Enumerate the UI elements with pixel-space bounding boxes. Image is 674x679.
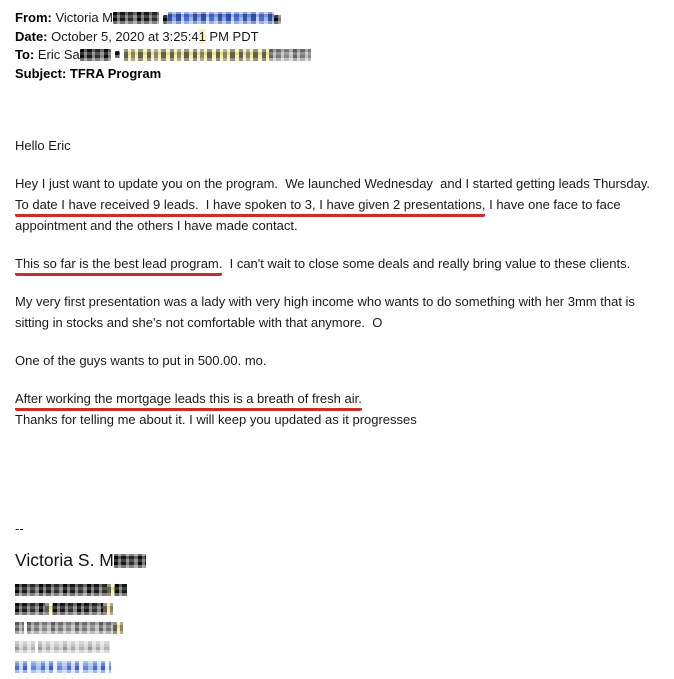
paragraph-thanks bbox=[15, 409, 650, 430]
p1-pre-text: Hey I just want to update you on the program. We launched Wednesday and I started getting leads Thursday. bbox=[15, 176, 657, 191]
redacted-cell-phone-line bbox=[15, 603, 650, 615]
to-name: Eric Sa bbox=[34, 47, 80, 62]
paragraph-first-presentation bbox=[15, 291, 650, 333]
email-body bbox=[15, 135, 657, 430]
redacted-contact-line bbox=[15, 622, 650, 634]
signature-name-text: Victoria S. M bbox=[15, 550, 114, 570]
date-highlighted-digit: 1 bbox=[198, 28, 206, 44]
header-subject-line bbox=[15, 65, 650, 84]
redacted-to-surname bbox=[80, 49, 111, 61]
p1-post-text: I have one face to face appointment and the others I have made contact. bbox=[15, 197, 625, 233]
signature-divider-text: -- bbox=[15, 521, 24, 536]
paragraph-breath-of-fresh-air bbox=[15, 388, 650, 409]
redacted-text bbox=[15, 622, 24, 634]
p3-text: My very first presentation was a lady with very high income who wants to do something with her 3mm that is sitting in stocks and she's not comfortable with that anymore. O bbox=[15, 294, 639, 330]
greeting-text: Hello Eric bbox=[15, 138, 71, 153]
header-from-line bbox=[15, 9, 650, 28]
redacted-text bbox=[53, 603, 103, 615]
date-label: Date: bbox=[15, 28, 48, 44]
redacted-close-bracket bbox=[274, 15, 281, 24]
header-date-line bbox=[15, 28, 650, 47]
paragraph-500-per-month bbox=[15, 350, 650, 371]
redacted-to-email-tail bbox=[269, 49, 311, 61]
greeting bbox=[15, 135, 650, 156]
redacted-signature-surname bbox=[114, 554, 146, 568]
redacted-from-surname bbox=[113, 12, 159, 24]
redacted-text bbox=[27, 622, 113, 634]
p2-red-underlined-text: This so far is the best lead program. bbox=[15, 256, 222, 276]
redacted-highlighted-text bbox=[113, 622, 123, 634]
email-header bbox=[15, 9, 650, 83]
redacted-office-phone-line bbox=[15, 584, 650, 596]
signature-contact-block bbox=[15, 584, 650, 673]
signature-divider bbox=[15, 518, 650, 539]
redacted-text bbox=[15, 584, 107, 596]
redacted-link-text bbox=[15, 661, 111, 673]
p4-text: One of the guys wants to put in 500.00. mo. bbox=[15, 353, 267, 368]
paragraph-best-lead-program bbox=[15, 253, 650, 274]
redacted-text bbox=[15, 603, 45, 615]
redacted-text bbox=[15, 641, 35, 653]
from-label: From: bbox=[15, 10, 52, 25]
subject-label: Subject: bbox=[15, 65, 67, 81]
paragraph-program-update bbox=[15, 173, 657, 236]
redacted-website-link[interactable] bbox=[15, 661, 650, 673]
redacted-to-email-highlighted bbox=[124, 49, 269, 61]
redacted-highlighted-text bbox=[103, 603, 113, 615]
p2-post-text: I can't wait to close some deals and really bring value to these clients. bbox=[222, 256, 631, 271]
date-prefix: October 5, 2020 at 3:25:4 bbox=[47, 28, 199, 44]
from-name: Victoria M bbox=[51, 10, 114, 25]
email-signature bbox=[15, 518, 650, 673]
date-suffix: PM PDT bbox=[205, 28, 259, 44]
redacted-separator-dot bbox=[115, 51, 120, 58]
redacted-highlighted-text bbox=[45, 603, 53, 615]
redacted-text bbox=[115, 584, 127, 596]
p1-red-underlined-text: To date I have received 9 leads. I have spoken to 3, I have given 2 presentations, bbox=[15, 197, 485, 217]
subject-value: TFRA Program bbox=[66, 65, 162, 81]
p6-text: Thanks for telling me about it. I will keep you updated as it progresses bbox=[15, 412, 417, 427]
signature-name bbox=[15, 549, 650, 572]
p5-red-underlined-text: After working the mortgage leads this is a breath of fresh air. bbox=[15, 391, 362, 411]
redacted-from-email-link[interactable] bbox=[168, 12, 274, 24]
to-label: To: bbox=[15, 47, 35, 62]
header-to-line bbox=[15, 46, 650, 65]
redacted-text bbox=[38, 641, 110, 653]
redacted-contact-line bbox=[15, 641, 650, 653]
redacted-highlighted-text bbox=[107, 584, 115, 596]
